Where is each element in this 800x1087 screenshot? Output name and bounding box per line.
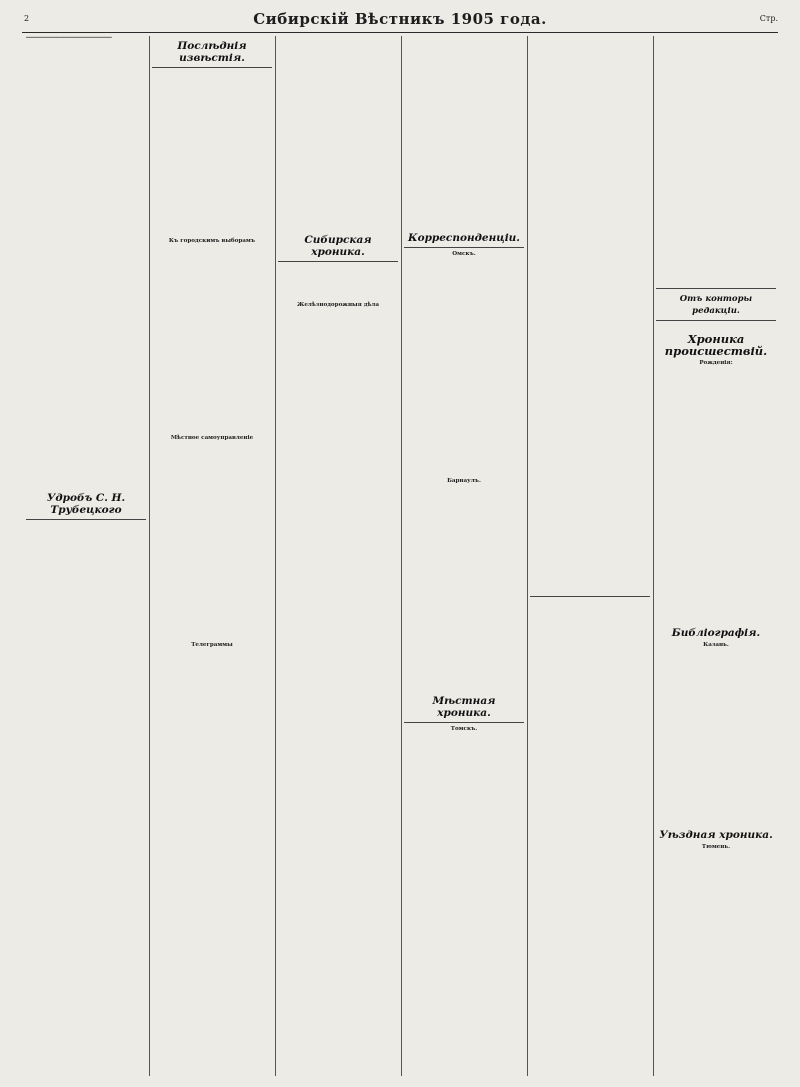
subheading-telegrams: Телеграммы xyxy=(191,642,233,648)
heading-district-chronicle: Уѣздная хроника. xyxy=(659,829,773,841)
divider xyxy=(404,247,524,248)
subheading-railway: Желѣзнодорожныя дѣла xyxy=(297,302,379,308)
subheading-births: Рожденія: xyxy=(699,360,733,366)
column-divider xyxy=(527,36,528,1076)
heading-incidents: Хроника происшествій. xyxy=(664,332,768,358)
page-number-right: Стр. xyxy=(759,14,778,23)
subheading-ministry: Мѣстное самоуправленіе xyxy=(170,435,254,441)
column-divider xyxy=(401,36,402,1076)
heading-siberian-chronicle: Сибирская хроника. xyxy=(304,234,372,258)
subheading-city-council: Къ городскимъ выборамъ xyxy=(168,238,256,244)
heading-local-chronicle: Мѣстная хроника. xyxy=(432,695,496,719)
divider xyxy=(530,596,650,597)
column-5 xyxy=(530,36,650,1076)
heading-from-editor: Отъ конторы редакціи. xyxy=(679,294,753,316)
column-6 xyxy=(656,36,776,1076)
masthead-title: Сибирскій Вѣстникъ 1905 года. xyxy=(253,10,547,28)
page-number-left: 2 xyxy=(24,14,30,23)
divider xyxy=(26,519,146,520)
header-rule xyxy=(22,32,778,33)
divider xyxy=(278,261,398,262)
heading-correspondence: Корреспонденціи. xyxy=(408,232,520,244)
article-text: ═══════════════════════════════ xyxy=(26,36,112,41)
column-2 xyxy=(152,36,272,1076)
subheading-barnaul: Барнаулъ. xyxy=(447,478,481,484)
divider xyxy=(656,288,776,289)
heading-miscellany: Библіографія. xyxy=(671,627,761,639)
subheading-tomsk: Томскъ. xyxy=(450,726,478,732)
column-4 xyxy=(404,36,524,1076)
column-divider xyxy=(275,36,276,1076)
divider xyxy=(656,320,776,321)
subheading-kazan: Казань. xyxy=(703,642,729,648)
column-1 xyxy=(26,36,146,1076)
heading-funeral: Удробъ С. Н. Трубецкого xyxy=(46,491,126,516)
subheading-omsk: Омскъ. xyxy=(452,251,476,257)
page-header xyxy=(0,0,800,34)
heading-last-news: Послѣднія извѣстія. xyxy=(177,40,247,64)
subheading-tyumen: Тюмень. xyxy=(701,844,731,850)
divider xyxy=(404,722,524,723)
divider xyxy=(152,67,272,68)
column-divider xyxy=(149,36,150,1076)
column-3 xyxy=(278,36,398,1076)
column-divider xyxy=(653,36,654,1076)
